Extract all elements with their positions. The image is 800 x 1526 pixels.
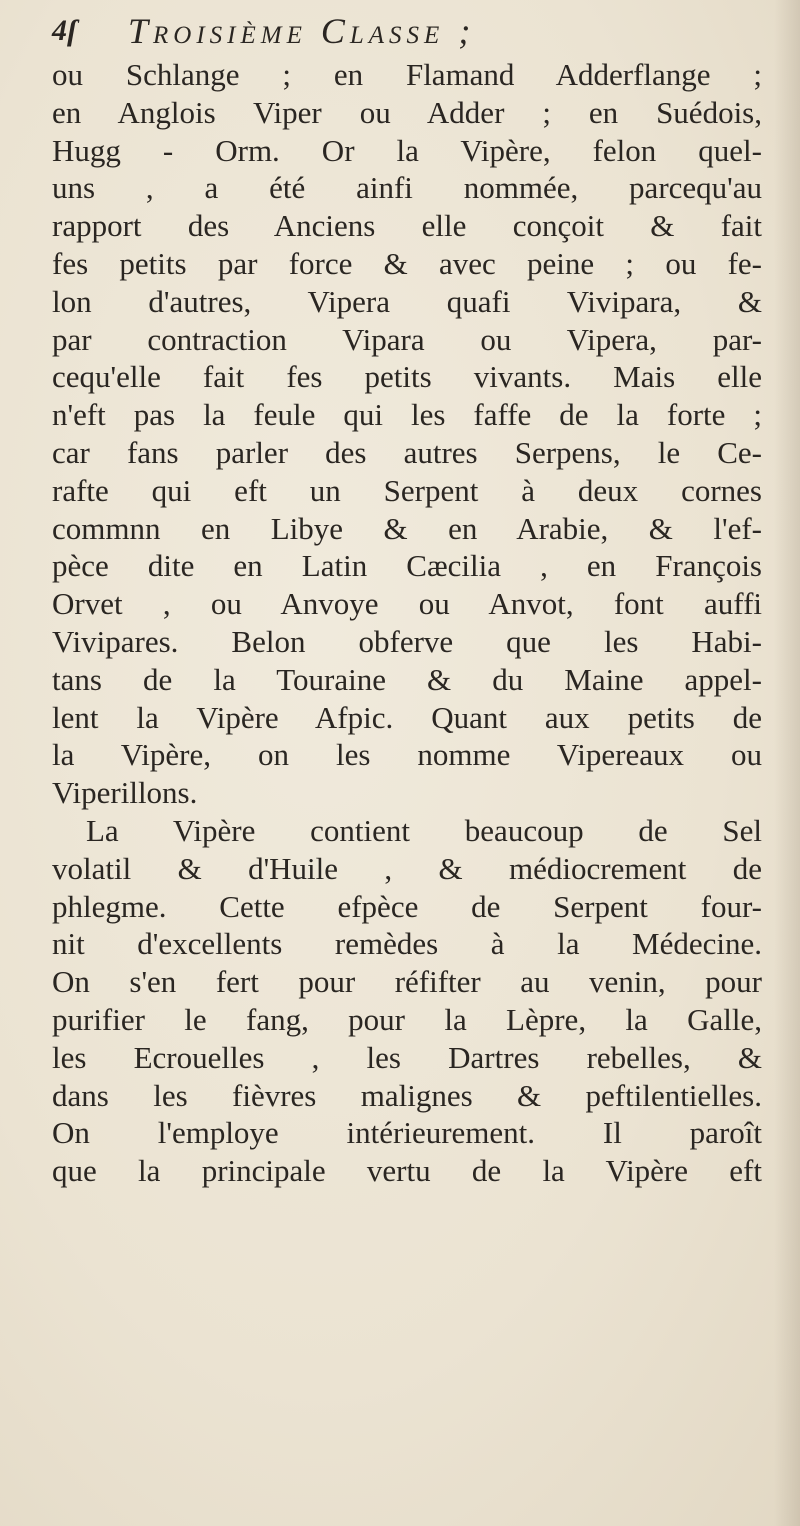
text-line: rafte qui eft un Serpent à deux cornes bbox=[52, 472, 762, 508]
text-line: lent la Vipère Afpic. Quant aux petits de bbox=[52, 699, 762, 735]
text-line: commnn en Libye & en Arabie, & l'ef- bbox=[52, 510, 762, 546]
text-line: On s'en fert pour réfifter au venin, pour bbox=[52, 964, 762, 1000]
text-line: uns , a été ainfi nommée, parcequ'au bbox=[52, 170, 762, 206]
text-line: que la principale vertu de la Vipère eft bbox=[52, 1153, 762, 1189]
text-line: lon d'autres, Vipera quafi Vivipara, & bbox=[52, 283, 762, 319]
text-line: On l'employe intérieurement. Il paroît bbox=[52, 1115, 762, 1151]
text-line: purifier le fang, pour la Lèpre, la Galle, bbox=[52, 1001, 762, 1037]
text-line: car fans parler des autres Serpens, le Ce- bbox=[52, 434, 762, 470]
page-edge-shadow bbox=[774, 0, 800, 1526]
text-line: rapport des Anciens elle conçoit & fait bbox=[52, 208, 762, 244]
text-line: pèce dite en Latin Cæcilia , en François bbox=[52, 548, 762, 584]
text-line: cequ'elle fait fes petits vivants. Mais elle bbox=[52, 359, 762, 395]
text-line: Viperillons. bbox=[52, 775, 198, 811]
text-line: la Vipère, on les nomme Vipereaux ou bbox=[52, 737, 762, 773]
text-line: tans de la Touraine & du Maine appel- bbox=[52, 661, 762, 697]
text-line: par contraction Vipara ou Vipera, par- bbox=[52, 321, 762, 357]
running-head: Troisième Classe ; bbox=[128, 11, 476, 51]
text-line: ou Schlange ; en Flamand Adderflange ; bbox=[52, 57, 762, 92]
page-header bbox=[52, 6, 752, 56]
page-number: 4ſ bbox=[52, 14, 77, 47]
text-line: fes petits par force & avec peine ; ou fe- bbox=[52, 245, 762, 281]
text-line: volatil & d'Huile , & médiocrement de bbox=[52, 850, 762, 886]
text-line: Vivipares. Belon obferve que les Habi- bbox=[52, 623, 762, 659]
text-line: Orvet , ou Anvoye ou Anvot, font auffi bbox=[52, 586, 762, 622]
text-line: dans les fièvres malignes & peftilentielles. bbox=[52, 1077, 762, 1113]
text-line: nit d'excellents remèdes à la Médecine. bbox=[52, 926, 762, 962]
text-line: n'eft pas la feule qui les faffe de la forte ; bbox=[52, 397, 762, 433]
text-line: les Ecrouelles , les Dartres rebelles, & bbox=[52, 1039, 762, 1075]
text-line: phlegme. Cette efpèce de Serpent four- bbox=[52, 888, 762, 924]
text-line: Hugg - Orm. Or la Vipère, felon quel- bbox=[52, 132, 762, 168]
text-line: en Anglois Viper ou Adder ; en Suédois, bbox=[52, 94, 762, 130]
body-text bbox=[52, 56, 762, 1190]
paragraph-start-line: La Vipère contient beaucoup de Sel bbox=[86, 812, 762, 848]
